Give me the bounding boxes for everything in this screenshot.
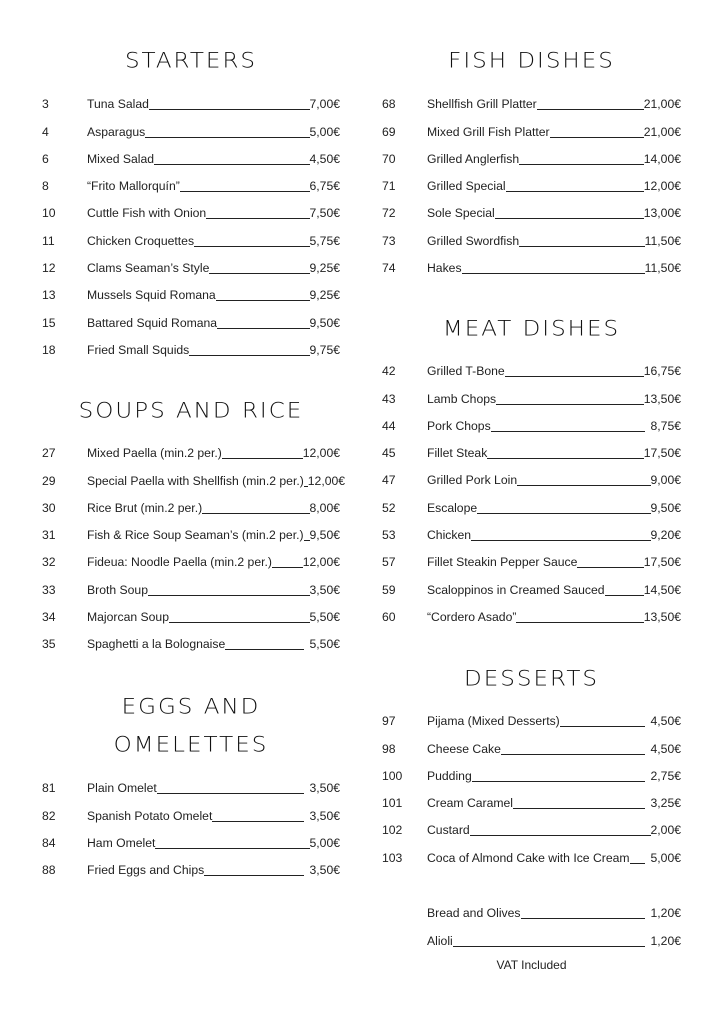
menu-item-row (42, 518, 340, 545)
menu-item-row (382, 114, 681, 141)
dot-leader-line (537, 109, 644, 110)
item-price: 4,50€ (650, 714, 681, 729)
item-name: Spaghetti a la Bolognaise (87, 637, 226, 652)
item-number: 69 (382, 124, 396, 139)
item-name: Escalope (427, 500, 478, 515)
item-number: 8 (42, 179, 49, 194)
menu-item-row (42, 436, 340, 463)
item-price: 6,75€ (309, 179, 340, 194)
item-number: 42 (382, 364, 396, 379)
dot-leader-line (189, 355, 309, 356)
item-name: Tuna Salad (87, 97, 149, 112)
menu-item-row (382, 409, 681, 436)
dot-leader-line (477, 513, 650, 514)
item-name: Fried Eggs and Chips (87, 863, 205, 878)
item-name: Coca of Almond Cake with Ice Cream (427, 850, 630, 865)
menu-item-row (42, 278, 340, 305)
item-name: Asparagus (87, 124, 146, 139)
item-number: 88 (42, 863, 56, 878)
item-price: 21,00€ (643, 97, 681, 112)
item-name: Scaloppinos in Creamed Sauced (427, 582, 605, 597)
dot-leader-line (155, 848, 309, 849)
item-number: 60 (382, 609, 396, 624)
item-name: Fried Small Squids (87, 342, 190, 357)
dot-leader-line (216, 300, 310, 301)
starters-list (42, 87, 340, 360)
item-number: 70 (382, 151, 396, 166)
item-name: Chicken Croquettes (87, 233, 195, 248)
item-number: 3 (42, 97, 49, 112)
item-name: Grilled Special (427, 179, 506, 194)
item-number: 34 (42, 610, 56, 625)
item-price: 5,75€ (309, 233, 340, 248)
menu-item-row (42, 87, 340, 114)
menu-item-row (382, 813, 681, 840)
menu-item-row (382, 463, 681, 490)
menu-item-row (42, 491, 340, 518)
item-name: Pijama (Mixed Desserts) (427, 714, 560, 729)
item-price: 8,00€ (309, 500, 340, 515)
eggs-and-omelettes-list (42, 771, 340, 880)
dot-leader-line (169, 622, 310, 623)
item-name: Majorcan Soup (87, 610, 169, 625)
menu-item-row (382, 196, 681, 223)
item-price: 3,50€ (309, 582, 340, 597)
menu-item-row (382, 896, 681, 923)
item-number: 10 (42, 206, 56, 221)
dot-leader-line (225, 649, 303, 650)
item-name: Grilled Swordfish (427, 233, 520, 248)
item-number: 101 (382, 796, 403, 811)
menu-item-row (42, 600, 340, 627)
item-name: Pudding (427, 768, 472, 783)
item-price: 12,00€ (307, 473, 346, 488)
vat-note: VAT Included (496, 958, 567, 972)
item-number: 47 (382, 473, 396, 488)
item-number: 12 (42, 261, 56, 276)
dot-leader-line (202, 513, 309, 514)
item-name: Clams Seaman’s Style (87, 261, 210, 276)
dot-leader-line (516, 622, 643, 623)
item-price: 12,00€ (302, 555, 340, 570)
item-number: 72 (382, 206, 396, 221)
item-number: 82 (42, 808, 56, 823)
menu-item-row (42, 333, 340, 360)
menu-item-row (42, 305, 340, 332)
item-number: 103 (382, 850, 403, 865)
menu-item-row (382, 142, 681, 169)
dot-leader-line (506, 191, 644, 192)
item-number: 15 (42, 315, 56, 330)
item-price: 13,50€ (643, 391, 681, 406)
item-number: 100 (382, 768, 403, 783)
item-number: 98 (382, 741, 396, 756)
item-price: 21,00€ (643, 124, 681, 139)
item-price: 1,20€ (650, 906, 681, 921)
item-number: 81 (42, 781, 56, 796)
item-name: Battared Squid Romana (87, 315, 218, 330)
menu-item-row (42, 463, 346, 490)
dot-leader-line (148, 595, 310, 596)
item-number: 18 (42, 342, 56, 357)
menu-item-row (42, 169, 340, 196)
menu-item-row (42, 223, 340, 250)
menu-item-row (382, 436, 681, 463)
menu-item-row (382, 923, 681, 950)
menu-item-row (42, 853, 340, 880)
item-number: 6 (42, 151, 49, 166)
item-number: 45 (382, 446, 396, 461)
item-number: 33 (42, 582, 56, 597)
item-number: 29 (42, 473, 56, 488)
item-name: Grilled Pork Loin (427, 473, 518, 488)
item-name: Bread and Olives (427, 906, 521, 921)
dot-leader-line (630, 863, 645, 864)
dot-leader-line (521, 918, 645, 919)
dot-leader-line (577, 567, 643, 568)
section-title-eggs-line2: OMELETTES (113, 733, 269, 757)
dot-leader-line (517, 485, 650, 486)
item-price: 3,25€ (650, 796, 681, 811)
dot-leader-line (149, 109, 310, 110)
menu-item-row (42, 142, 340, 169)
item-name: Mussels Squid Romana (87, 288, 216, 303)
menu-item-row (382, 840, 681, 867)
item-price: 1,20€ (650, 933, 681, 948)
item-name: Cuttle Fish with Onion (87, 206, 207, 221)
item-price: 9,00€ (650, 473, 681, 488)
item-name: Grilled Anglerfish (427, 151, 520, 166)
item-price: 5,00€ (309, 124, 340, 139)
item-name: Cream Caramel (427, 796, 514, 811)
item-number: 73 (382, 233, 396, 248)
item-number: 43 (382, 391, 396, 406)
fish-dishes-list (382, 87, 681, 278)
item-price: 12,00€ (302, 446, 340, 461)
item-name: Grilled T-Bone (427, 364, 505, 379)
extras-list (382, 896, 681, 951)
menu-item-row (382, 731, 681, 758)
item-price: 12,00€ (643, 179, 681, 194)
item-price: 8,75€ (650, 418, 681, 433)
item-name: “Frito Mallorquín” (87, 179, 180, 194)
item-price: 14,00€ (643, 151, 681, 166)
menu-item-row (382, 545, 681, 572)
menu-item-row (382, 169, 681, 196)
item-number: 68 (382, 97, 396, 112)
dot-leader-line (272, 567, 303, 568)
dot-leader-line (605, 595, 644, 596)
item-price: 11,50€ (644, 233, 681, 248)
dot-leader-line (209, 273, 309, 274)
item-number: 27 (42, 446, 56, 461)
item-number: 32 (42, 555, 56, 570)
menu-item-row (42, 771, 340, 798)
item-name: Fish & Rice Soup Seaman’s (min.2 per.) (87, 528, 304, 543)
dot-leader-line (505, 376, 644, 377)
item-price: 13,00€ (643, 206, 681, 221)
dot-leader-line (491, 431, 645, 432)
section-title-eggs-line1: EGGS AND (121, 695, 261, 719)
menu-item-row (42, 114, 340, 141)
menu-item-row (382, 786, 681, 813)
item-name: Broth Soup (87, 582, 148, 597)
section-title-fish-dishes: FISH DISHES (448, 49, 615, 73)
item-name: Ham Omelet (87, 835, 156, 850)
item-number: 97 (382, 714, 396, 729)
item-name: Special Paella with Shellfish (min.2 per.) (87, 473, 304, 488)
menu-item-row (42, 196, 340, 223)
item-price: 4,50€ (309, 151, 340, 166)
item-name: Alioli (427, 933, 453, 948)
item-price: 9,50€ (309, 528, 340, 543)
dot-leader-line (206, 218, 309, 219)
dot-leader-line (496, 404, 644, 405)
dot-leader-line (154, 164, 309, 165)
item-price: 4,50€ (650, 741, 681, 756)
item-price: 9,25€ (309, 261, 340, 276)
menu-item-row (42, 251, 340, 278)
dot-leader-line (462, 273, 645, 274)
item-name: Rice Brut (min.2 per.) (87, 500, 203, 515)
item-name: Hakes (427, 261, 462, 276)
item-price: 16,75€ (643, 364, 681, 379)
item-price: 5,00€ (309, 835, 340, 850)
item-number: 11 (42, 233, 55, 248)
dot-leader-line (495, 218, 644, 219)
item-name: Custard (427, 823, 470, 838)
item-number: 74 (382, 261, 396, 276)
dot-leader-line (180, 191, 310, 192)
menu-item-row (382, 600, 681, 627)
menu-item-row (382, 251, 681, 278)
dot-leader-line (217, 328, 309, 329)
item-number: 44 (382, 418, 396, 433)
menu-item-row (42, 826, 340, 853)
item-price: 7,50€ (309, 206, 340, 221)
menu-item-row (382, 572, 681, 599)
item-number: 4 (42, 124, 49, 139)
item-name: Fideua: Noodle Paella (min.2 per.) (87, 555, 272, 570)
dot-leader-line (145, 137, 309, 138)
item-name: Mixed Paella (min.2 per.) (87, 446, 222, 461)
desserts-list (382, 704, 681, 868)
item-price: 7,00€ (309, 97, 340, 112)
dot-leader-line (204, 875, 303, 876)
dot-leader-line (501, 754, 645, 755)
section-title-soups-and-rice: SOUPS AND RICE (78, 399, 304, 423)
meat-dishes-list (382, 354, 681, 627)
dot-leader-line (194, 246, 309, 247)
item-price: 5,50€ (309, 637, 340, 652)
menu-item-row (42, 798, 340, 825)
item-name: Mixed Grill Fish Platter (427, 124, 550, 139)
section-title-starters: STARTERS (124, 49, 258, 73)
menu-item-row (382, 518, 681, 545)
item-number: 52 (382, 500, 396, 515)
item-price: 2,00€ (650, 823, 681, 838)
menu-item-row (42, 545, 340, 572)
item-name: Mixed Salad (87, 151, 155, 166)
item-price: 9,50€ (309, 315, 340, 330)
item-number: 59 (382, 582, 396, 597)
item-name: Cheese Cake (427, 741, 501, 756)
item-price: 3,50€ (309, 781, 340, 796)
item-number: 102 (382, 823, 403, 838)
dot-leader-line (157, 793, 304, 794)
item-price: 17,50€ (643, 446, 681, 461)
item-price: 9,25€ (309, 288, 340, 303)
item-price: 9,50€ (650, 500, 681, 515)
item-name: Plain Omelet (87, 781, 157, 796)
item-number: 30 (42, 500, 56, 515)
item-price: 9,75€ (309, 342, 340, 357)
dot-leader-line (550, 137, 644, 138)
section-title-desserts: DESSERTS (464, 667, 599, 691)
item-number: 57 (382, 555, 396, 570)
section-title-meat-dishes: MEAT DISHES (442, 317, 621, 341)
dot-leader-line (519, 164, 644, 165)
item-price: 3,50€ (309, 808, 340, 823)
item-number: 84 (42, 835, 56, 850)
dot-leader-line (472, 781, 645, 782)
item-number: 35 (42, 637, 56, 652)
item-price: 14,50€ (643, 582, 681, 597)
dot-leader-line (513, 808, 644, 809)
item-number (382, 920, 427, 923)
dot-leader-line (487, 458, 643, 459)
dot-leader-line (471, 540, 650, 541)
item-number (382, 948, 427, 951)
item-price: 5,00€ (650, 850, 681, 865)
dot-leader-line (560, 726, 645, 727)
menu-item-row (42, 627, 340, 654)
item-name: Fillet Steakin Pepper Sauce (427, 555, 578, 570)
menu-item-row (382, 704, 681, 731)
item-name: “Cordero Asado” (427, 609, 517, 624)
item-price: 9,20€ (650, 528, 681, 543)
menu-item-row (382, 87, 681, 114)
menu-item-row (382, 759, 681, 786)
menu-item-row (382, 381, 681, 408)
item-name: Chicken (427, 528, 472, 543)
menu-item-row (382, 354, 681, 381)
item-name: Shellfish Grill Platter (427, 97, 537, 112)
dot-leader-line (519, 246, 645, 247)
item-price: 17,50€ (643, 555, 681, 570)
item-number: 53 (382, 528, 396, 543)
item-number: 31 (42, 528, 56, 543)
dot-leader-line (212, 821, 303, 822)
item-price: 5,50€ (309, 610, 340, 625)
item-price: 13,50€ (643, 609, 681, 624)
item-name: Pork Chops (427, 418, 491, 433)
item-price: 2,75€ (650, 768, 681, 783)
item-price: 3,50€ (309, 863, 340, 878)
item-name: Lamb Chops (427, 391, 497, 406)
item-name: Spanish Potato Omelet (87, 808, 213, 823)
item-number: 13 (42, 288, 56, 303)
item-name: Sole Special (427, 206, 495, 221)
dot-leader-line (453, 946, 645, 947)
menu-item-row (382, 490, 681, 517)
item-number: 71 (382, 179, 396, 194)
dot-leader-line (470, 835, 651, 836)
dot-leader-line (222, 458, 303, 459)
soups-and-rice-list (42, 436, 346, 654)
item-price: 11,50€ (644, 261, 681, 276)
menu-item-row (42, 572, 340, 599)
menu-item-row (382, 223, 681, 250)
item-name: Fillet Steak (427, 446, 488, 461)
